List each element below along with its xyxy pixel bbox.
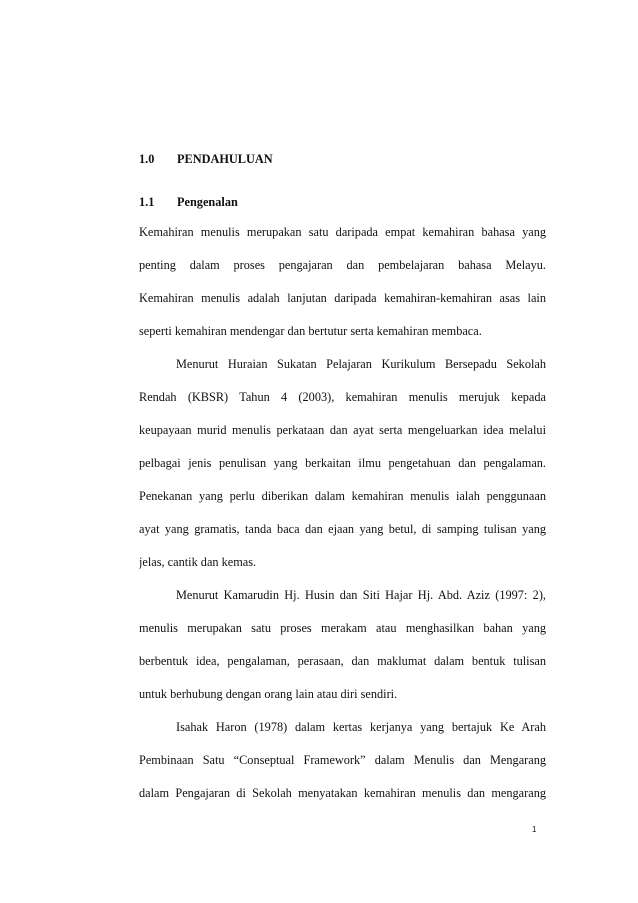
- text-line: Isahak Haron (1978) dalam kertas kerjanya yang bertajuk Ke Arah: [176, 720, 546, 734]
- text-line: jelas, cantik dan kemas.: [139, 555, 257, 569]
- text-line: pelbagai jenis penulisan yang berkaitan ilmu pengetahuan dan pengalaman.: [139, 456, 546, 470]
- page-number: 1: [532, 825, 537, 834]
- text-line: Kemahiran menulis adalah lanjutan daripada kemahiran-kemahiran asas lain: [139, 291, 546, 305]
- text-line: dalam Pengajaran di Sekolah menyatakan kemahiran menulis dan mengarang: [139, 786, 546, 800]
- text-line: Penekanan yang perlu diberikan dalam kemahiran menulis ialah penggunaan: [139, 489, 546, 503]
- heading-number: 1.1: [139, 195, 155, 209]
- text-line: Menurut Kamarudin Hj. Husin dan Siti Hajar Hj. Abd. Aziz (1997: 2),: [176, 588, 546, 602]
- text-line: keupayaan murid menulis perkataan dan ayat serta mengeluarkan idea melalui: [139, 423, 546, 437]
- heading-title: PENDAHULUAN: [177, 152, 273, 166]
- text-line: menulis merupakan satu proses merakam atau menghasilkan bahan yang: [139, 621, 546, 635]
- text-line: Pembinaan Satu “Conseptual Framework” dalam Menulis dan Mengarang: [139, 753, 546, 767]
- text-line: penting dalam proses pengajaran dan pembelajaran bahasa Melayu.: [139, 258, 546, 272]
- text-line: untuk berhubung dengan orang lain atau diri sendiri.: [139, 687, 398, 701]
- heading-number: 1.0: [139, 152, 155, 166]
- heading-title: Pengenalan: [177, 195, 238, 209]
- text-line: Kemahiran menulis merupakan satu daripada empat kemahiran bahasa yang: [139, 225, 546, 239]
- text-line: Menurut Huraian Sukatan Pelajaran Kurikulum Bersepadu Sekolah: [176, 357, 546, 371]
- text-line: seperti kemahiran mendengar dan bertutur serta kemahiran membaca.: [139, 324, 482, 338]
- text-line: Rendah (KBSR) Tahun 4 (2003), kemahiran menulis merujuk kepada: [139, 390, 546, 404]
- text-line: berbentuk idea, pengalaman, perasaan, dan maklumat dalam bentuk tulisan: [139, 654, 546, 668]
- text-line: ayat yang gramatis, tanda baca dan ejaan yang betul, di samping tulisan yang: [139, 522, 546, 536]
